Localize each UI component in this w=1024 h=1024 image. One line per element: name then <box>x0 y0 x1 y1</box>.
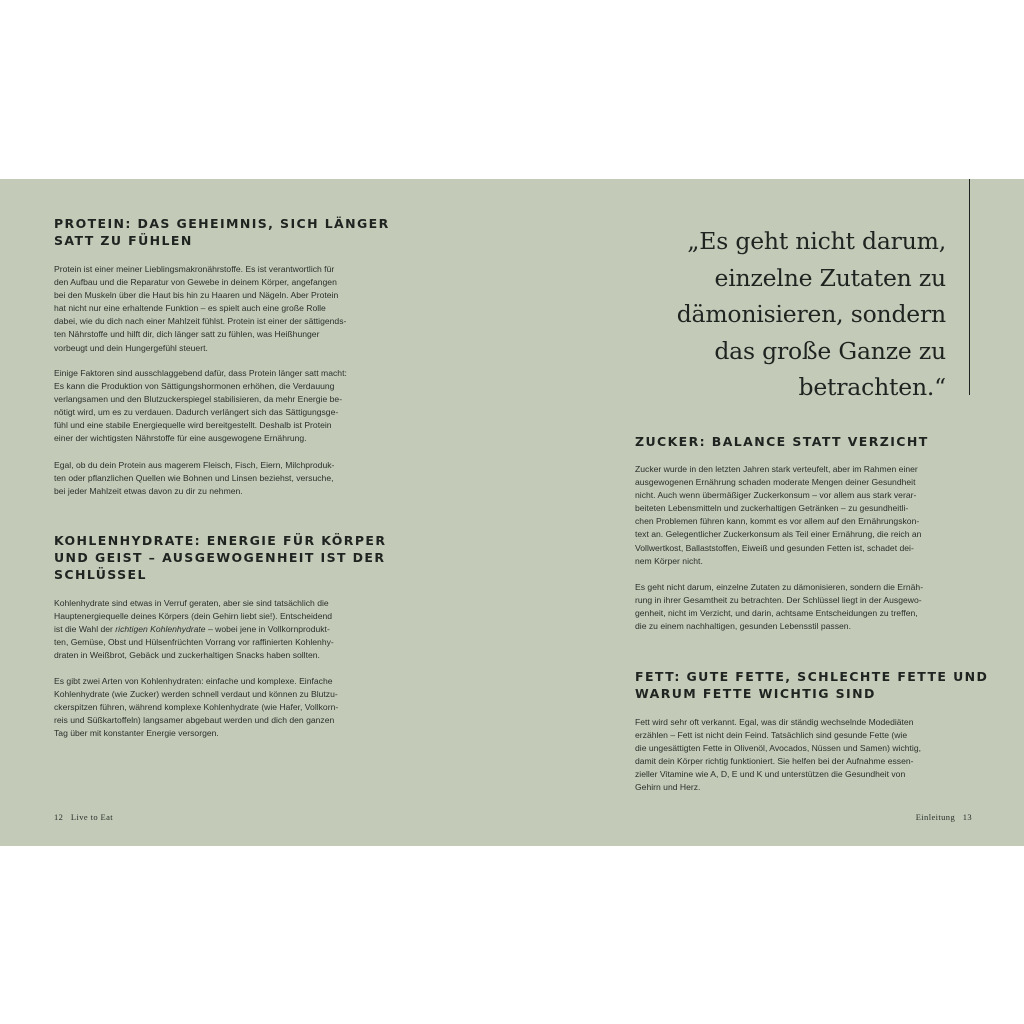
text-line <box>54 623 334 636</box>
text-line: damit dein Körper richtig funktioniert. Sie helfen bei der Aufnahme essen- <box>635 756 914 767</box>
text-line: ten Nährstoffe und hilft dir, dich länger satt zu fühlen, was Heißhunger <box>54 329 320 340</box>
text-line: fühl und eine stabile Energiequelle wird bereitgestellt. Deshalb ist Protein <box>54 420 332 431</box>
text-line: bei jeder Mahlzeit etwas davon zu dir zu nehmen. <box>54 486 243 497</box>
text-line: Vollwertkost, Ballaststoffen, Eiweiß und gesunden Fetten ist, schadet dei- <box>635 542 914 553</box>
protein-heading <box>54 215 390 249</box>
text-line: Es kann die Produktion von Sättigungshormonen erhöhen, die Verdauung <box>54 381 335 392</box>
book-spread <box>0 179 1024 846</box>
text-line: Protein ist einer meiner Lieblingsmakronährstoffe. Es ist verantwortlich für <box>54 264 335 274</box>
text-line: beiteten Lebensmitteln und zuckerhaltigen Getränken – zu gesundheitli- <box>635 503 909 514</box>
protein-paragraph-2 <box>54 367 347 446</box>
kohlenhydrate-paragraph-1 <box>54 597 334 662</box>
heading-line: PROTEIN: DAS GEHEIMNIS, SICH LÄNGER <box>54 216 390 231</box>
left-page <box>0 179 512 846</box>
text-line: zieller Vitamine wie A, D, E und K und unterstützen die Gesundheit von <box>635 769 906 780</box>
left-footer <box>54 812 113 822</box>
text-line: ckerspitzen führen, während komplexe Kohlenhydrate (wie Hafer, Vollkorn- <box>54 702 339 713</box>
zucker-paragraph-2 <box>635 581 923 633</box>
zucker-heading <box>635 433 929 450</box>
protein-paragraph-1 <box>54 263 346 355</box>
text-line: einer der wichtigsten Nährstoffe für eine ausgewogene Ernährung. <box>54 433 307 444</box>
text-line: Egal, ob du dein Protein aus magerem Fleisch, Fisch, Eiern, Milchproduk- <box>54 460 335 470</box>
text-line: die zu einem nachhaltigen, gesunden Lebensstil passen. <box>635 621 851 632</box>
text-line: Hauptenergiequelle deines Körpers (dein Gehirn liebt sie!). Entscheidend <box>54 611 333 622</box>
right-page <box>512 179 1024 846</box>
fett-paragraph-1 <box>635 716 921 795</box>
text-line: Fett wird sehr oft verkannt. Egal, was dir ständig wechselnde Modediäten <box>635 717 914 727</box>
text-line: verlangsamen und den Blutzuckerspiegel stabilisieren, da mehr Energie be- <box>54 394 343 405</box>
page-number: 12 <box>54 812 64 822</box>
text-line: hat nicht nur eine erhaltende Funktion – es spielt auch eine große Rolle <box>54 303 326 314</box>
heading-line: WARUM FETTE WICHTIG SIND <box>635 686 876 701</box>
heading-line: SATT ZU FÜHLEN <box>54 233 193 248</box>
heading-line: ZUCKER: BALANCE STATT VERZICHT <box>635 434 929 449</box>
text-line: nicht. Auch wenn übermäßiger Zuckerkonsum – vor allem aus stark verar- <box>635 490 917 501</box>
text-line: text an. Gelegentlicher Zuckerkonsum als Teil einer Ernährung, die reich an <box>635 529 922 540</box>
text-line: reis und Süßkartoffeln) langsamer abgebaut werden und dich den ganzen <box>54 715 335 726</box>
text-line: nem Körper nicht. <box>635 555 703 566</box>
emphasis-text: richtigen Kohlenhydrate <box>115 624 206 635</box>
text-line: draten in Weißbrot, Gebäck und zuckerhaltigen Snacks haben sollten. <box>54 650 320 661</box>
text-line: rung in ihrer Gesamtheit zu betrachten. Der Schlüssel liegt in der Ausgewo- <box>635 595 922 606</box>
zucker-paragraph-1 <box>635 463 921 568</box>
text-line: Es geht nicht darum, einzelne Zutaten zu dämonisieren, sondern die Ernäh- <box>635 582 924 592</box>
text-fragment: ist die Wahl der <box>54 624 116 635</box>
quote-line: betrachten.“ <box>798 373 946 401</box>
quote-line: „Es geht nicht darum, <box>687 227 946 255</box>
text-line: vorbeugt und dein Hungergefühl steuert. <box>54 342 208 353</box>
text-line: Zucker wurde in den letzten Jahren stark verteufelt, aber im Rahmen einer <box>635 464 918 474</box>
quote-line: das große Ganze zu <box>714 336 946 365</box>
text-line: Einige Faktoren sind ausschlaggebend dafür, dass Protein länger satt macht: <box>54 368 347 378</box>
pull-quote <box>677 223 946 406</box>
kohlenhydrate-heading <box>54 532 386 583</box>
fett-heading <box>635 668 988 702</box>
heading-line: UND GEIST – AUSGEWOGENHEIT IST DER <box>54 550 386 565</box>
text-line: ausgewogenen Ernährung schaden moderate Mengen deiner Gesundheit <box>635 477 916 488</box>
text-line: dabei, wie du dich nach einer Mahlzeit fühlst. Protein ist einer der sättigends- <box>54 316 347 327</box>
kohlenhydrate-paragraph-2 <box>54 675 338 740</box>
text-line: Tag über mit konstanter Energie versorgen. <box>54 728 219 739</box>
right-footer <box>916 812 972 822</box>
quote-line: einzelne Zutaten zu <box>714 263 946 292</box>
text-line: genheit, nicht im Verzicht, und darin, achtsame Entscheidungen zu treffen, <box>635 608 918 619</box>
quote-rule <box>969 179 970 395</box>
text-line: bei den Muskeln über die Haut bis hin zu Haaren und Nägeln. Aber Protein <box>54 290 339 301</box>
text-line: den Aufbau und die Reparatur von Gewebe in deinem Körper, angefangen <box>54 277 337 288</box>
page-number: 13 <box>962 812 972 822</box>
protein-paragraph-3 <box>54 459 334 498</box>
heading-line: SCHLÜSSEL <box>54 567 147 582</box>
text-line: Gehirn und Herz. <box>635 782 701 793</box>
text-line: ten, Gemüse, Obst und Hülsenfrüchten Vorrang vor raffinierten Kohlenhy- <box>54 637 334 648</box>
text-line: chen Problemen führen kann, kommt es vor allem auf den Ernährungskon- <box>635 516 920 527</box>
text-line: erzählen – Fett ist nicht dein Feind. Tatsächlich sind gesunde Fette (wie <box>635 730 908 741</box>
running-title: Live to Eat <box>70 812 114 822</box>
text-line: ten oder pflanzlichen Quellen wie Bohnen und Linsen beziehst, versuche, <box>54 473 334 484</box>
text-line: Kohlenhydrate sind etwas in Verruf geraten, aber sie sind tatsächlich die <box>54 598 329 608</box>
text-line: nötigt wird, um es zu verdauen. Dadurch verlängert sich das Sättigungsge- <box>54 407 339 418</box>
text-line: Kohlenhydrate (wie Zucker) werden schnell verdaut und können zu Blutzu- <box>54 689 338 700</box>
text-fragment: – wobei jene in Vollkornprodukt- <box>205 624 330 635</box>
heading-line: FETT: GUTE FETTE, SCHLECHTE FETTE UND <box>635 669 989 684</box>
running-title: Einleitung <box>915 812 956 822</box>
heading-line: KOHLENHYDRATE: ENERGIE FÜR KÖRPER <box>54 533 387 548</box>
text-line: Es gibt zwei Arten von Kohlenhydraten: einfache und komplexe. Einfache <box>54 676 333 686</box>
text-line: die ungesättigten Fette in Olivenöl, Avocados, Nüssen und Samen) wichtig, <box>635 743 921 754</box>
quote-line: dämonisieren, sondern <box>676 300 946 328</box>
